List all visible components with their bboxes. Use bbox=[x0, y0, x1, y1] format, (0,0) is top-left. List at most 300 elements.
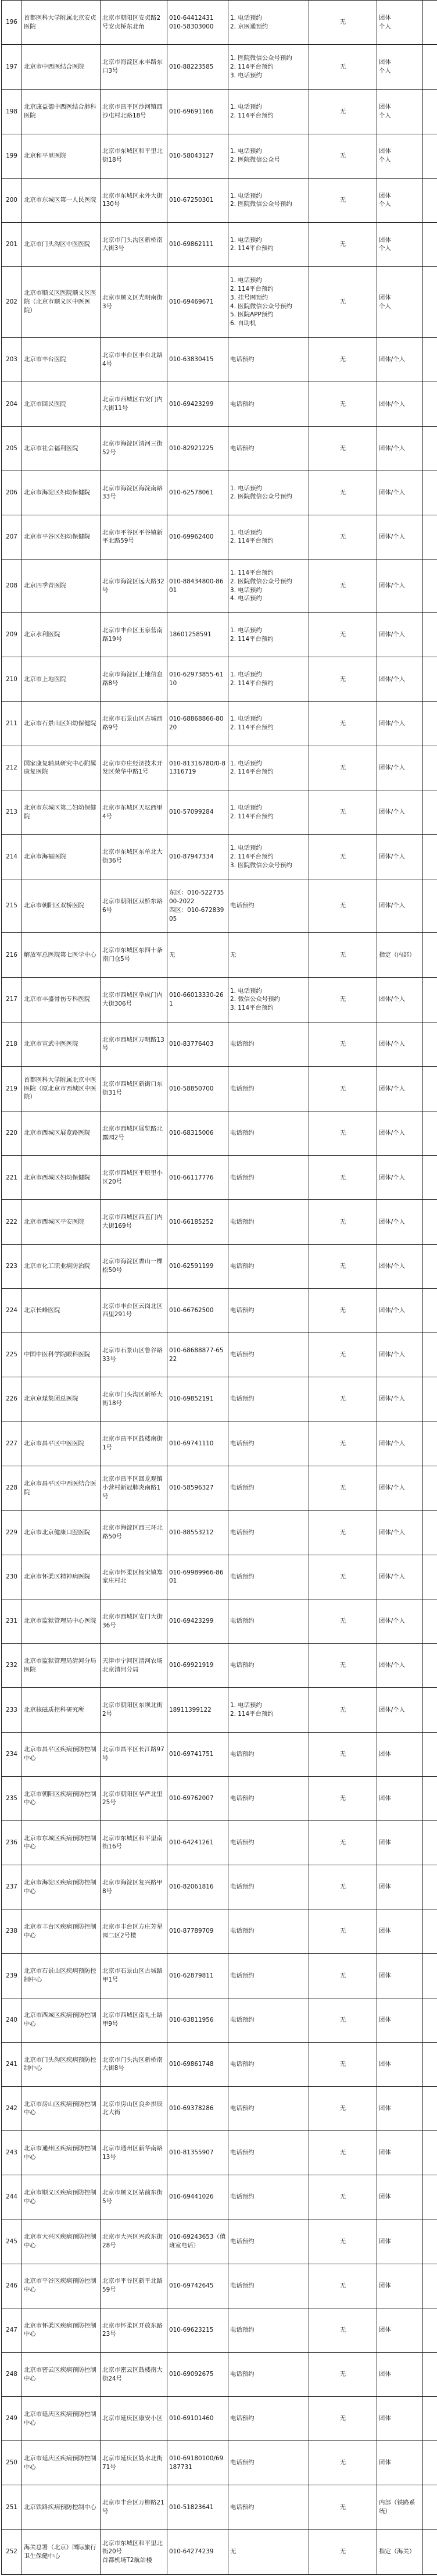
remark: 无 bbox=[309, 560, 377, 613]
service-type: 团体/个人 bbox=[377, 1688, 423, 1732]
empty-cell bbox=[423, 746, 437, 790]
contact-phone: 010-88223585 bbox=[167, 45, 228, 90]
row-number: 199 bbox=[2, 134, 22, 178]
institution-name: 北京市监狱管理局清河分局医院 bbox=[22, 1644, 101, 1688]
row-number: 212 bbox=[2, 746, 22, 790]
empty-cell bbox=[423, 657, 437, 701]
empty-cell bbox=[423, 45, 437, 90]
table-row bbox=[2, 90, 437, 134]
remark: 无 bbox=[309, 2219, 377, 2264]
booking-method: 电话预约 bbox=[228, 1644, 309, 1688]
service-type: 团体/个人 bbox=[377, 1421, 423, 1466]
table-row bbox=[2, 1421, 437, 1466]
remark: 无 bbox=[309, 933, 377, 977]
empty-cell bbox=[423, 1111, 437, 1156]
remark: 无 bbox=[309, 2352, 377, 2396]
table-row bbox=[2, 657, 437, 701]
row-number: 248 bbox=[2, 2352, 22, 2396]
institution-address: 北京市门头沟区新桥南大街3号 bbox=[101, 222, 167, 266]
service-type: 团体 bbox=[377, 1732, 423, 1776]
contact-phone: 010-69423299 bbox=[167, 382, 228, 426]
institution-address: 北京市海淀区海淀南路33号 bbox=[101, 471, 167, 515]
contact-phone: 010-58596327 bbox=[167, 1466, 228, 1510]
contact-phone: 010-69623215 bbox=[167, 2308, 228, 2352]
contact-phone: 010-62879811 bbox=[167, 1954, 228, 1998]
service-type: 团体/个人 bbox=[377, 1377, 423, 1421]
row-number: 209 bbox=[2, 613, 22, 657]
remark: 无 bbox=[309, 1732, 377, 1776]
booking-method: 1. 电话预约 2. 114平台预约 bbox=[228, 701, 309, 746]
remark: 无 bbox=[309, 2042, 377, 2086]
contact-phone: 010-69441026 bbox=[167, 2175, 228, 2219]
empty-cell bbox=[423, 267, 437, 338]
table-body bbox=[2, 1, 437, 2575]
institution-name: 北京铁路疾病预防控制中心 bbox=[22, 2485, 101, 2529]
booking-method: 电话预约 bbox=[228, 2397, 309, 2441]
institution-address: 北京市海淀区西三环北路50号 bbox=[101, 1510, 167, 1555]
booking-method: 电话预约 bbox=[228, 1288, 309, 1332]
table-row bbox=[2, 2219, 437, 2264]
institution-address: 北京市朝阳区双桥东路6号 bbox=[101, 879, 167, 933]
empty-cell bbox=[423, 1820, 437, 1865]
contact-phone: 010-69742645 bbox=[167, 2264, 228, 2308]
row-number: 238 bbox=[2, 1909, 22, 1954]
service-type: 团体 个人 bbox=[377, 222, 423, 266]
institution-name: 北京水利医院 bbox=[22, 613, 101, 657]
booking-method: 电话预约 bbox=[228, 1998, 309, 2042]
service-type: 团体/个人 bbox=[377, 382, 423, 426]
service-type: 团体 bbox=[377, 1998, 423, 2042]
empty-cell bbox=[423, 560, 437, 613]
table-row bbox=[2, 1466, 437, 1510]
booking-method: 电话预约 bbox=[228, 2131, 309, 2175]
institution-address: 北京市东城区和平里南街16号 bbox=[101, 1820, 167, 1865]
booking-method: 电话预约 bbox=[228, 879, 309, 933]
remark: 无 bbox=[309, 613, 377, 657]
table-row bbox=[2, 1599, 437, 1644]
empty-cell bbox=[423, 933, 437, 977]
institution-address: 北京市东城区东单北大街36号 bbox=[101, 835, 167, 879]
table-row bbox=[2, 879, 437, 933]
institution-address: 北京市丰台区万柳路21号 bbox=[101, 2485, 167, 2529]
table-row bbox=[2, 2175, 437, 2219]
booking-method: 电话预约 bbox=[228, 1776, 309, 1820]
institution-name: 北京市宣武中医医院 bbox=[22, 1022, 101, 1066]
service-type: 团体/个人 bbox=[377, 560, 423, 613]
empty-cell bbox=[423, 1688, 437, 1732]
service-type: 团体 bbox=[377, 1776, 423, 1820]
row-number: 251 bbox=[2, 2485, 22, 2529]
institution-name: 北京市昌平区中西医结合医院 bbox=[22, 1466, 101, 1510]
contact-phone: 010-69852191 bbox=[167, 1377, 228, 1421]
service-type: 内部（铁路系统） bbox=[377, 2485, 423, 2529]
contact-phone: 010-58850700 bbox=[167, 1066, 228, 1111]
service-type: 团体/个人 bbox=[377, 471, 423, 515]
institution-address: 北京市海淀区永丰路东口3号 bbox=[101, 45, 167, 90]
empty-cell bbox=[423, 471, 437, 515]
contact-phone: 010-87947334 bbox=[167, 835, 228, 879]
row-number: 210 bbox=[2, 657, 22, 701]
contact-phone: 010-62578061 bbox=[167, 471, 228, 515]
remark: 无 bbox=[309, 790, 377, 834]
booking-method: 电话预约 bbox=[228, 426, 309, 471]
contact-phone: 010-68315006 bbox=[167, 1111, 228, 1156]
contact-phone: 010-66117776 bbox=[167, 1156, 228, 1200]
booking-method: 1. 电话预约 2. 医院微信公众号预约 bbox=[228, 471, 309, 515]
institution-name: 北京市丰台医院 bbox=[22, 338, 101, 382]
remark: 无 bbox=[309, 1688, 377, 1732]
service-type: 团体 bbox=[377, 1820, 423, 1865]
service-type: 团体 bbox=[377, 2308, 423, 2352]
row-number: 252 bbox=[2, 2529, 22, 2574]
service-type: 团体/个人 bbox=[377, 1111, 423, 1156]
institution-address: 北京市怀柔区开放东路23号 bbox=[101, 2308, 167, 2352]
institution-address: 北京市门头沟区新桥南大街8号 bbox=[101, 2042, 167, 2086]
empty-cell bbox=[423, 1555, 437, 1599]
institution-name: 首都医科大学附属北京中医医院（原北京市西城区中医院） bbox=[22, 1066, 101, 1111]
institution-address: 北京市西城区西直门内大街169号 bbox=[101, 1200, 167, 1244]
institution-address: 北京市海淀区远大路32号 bbox=[101, 560, 167, 613]
remark: 无 bbox=[309, 1332, 377, 1377]
empty-cell bbox=[423, 2485, 437, 2529]
contact-phone: 010-67250301 bbox=[167, 178, 228, 222]
row-number: 208 bbox=[2, 560, 22, 613]
booking-method: 电话预约 bbox=[228, 382, 309, 426]
table-row bbox=[2, 2352, 437, 2396]
table-row bbox=[2, 2264, 437, 2308]
remark: 无 bbox=[309, 1, 377, 45]
institution-name: 北京市海福医院 bbox=[22, 835, 101, 879]
contact-phone: 010-68688877-6522 bbox=[167, 1332, 228, 1377]
empty-cell bbox=[423, 1998, 437, 2042]
empty-cell bbox=[423, 1421, 437, 1466]
empty-cell bbox=[423, 515, 437, 559]
institution-name: 北京市延庆区疾病预防控制中心 bbox=[22, 2397, 101, 2441]
institution-name: 首都医科大学附属北京安贞医院 bbox=[22, 1, 101, 45]
empty-cell bbox=[423, 977, 437, 1022]
service-type: 团体 bbox=[377, 2131, 423, 2175]
booking-method: 1. 电话预约 2. 114平台预约 bbox=[228, 790, 309, 834]
institution-name: 北京市监狱管理局中心医院 bbox=[22, 1599, 101, 1644]
remark: 无 bbox=[309, 338, 377, 382]
contact-phone: 010-69378286 bbox=[167, 2086, 228, 2130]
remark: 无 bbox=[309, 1555, 377, 1599]
service-type: 团体/个人 bbox=[377, 1288, 423, 1332]
row-number: 201 bbox=[2, 222, 22, 266]
contact-phone: 010-69101460 bbox=[167, 2397, 228, 2441]
empty-cell bbox=[423, 2086, 437, 2130]
row-number: 235 bbox=[2, 1776, 22, 1820]
table-row bbox=[2, 1644, 437, 1688]
remark: 无 bbox=[309, 2086, 377, 2130]
contact-phone: 010-66762500 bbox=[167, 1288, 228, 1332]
remark: 无 bbox=[309, 45, 377, 90]
institution-address: 北京市丰台区方庄芳星园二区2号楼 bbox=[101, 1909, 167, 1954]
contact-phone: 010-69423299 bbox=[167, 1599, 228, 1644]
contact-phone: 010-57099284 bbox=[167, 790, 228, 834]
remark: 无 bbox=[309, 1776, 377, 1820]
row-number: 242 bbox=[2, 2086, 22, 2130]
contact-phone: 010-62973855-6110 bbox=[167, 657, 228, 701]
booking-method: 电话预约 bbox=[228, 2175, 309, 2219]
booking-method: 1. 电话预约 2. 医院微信公众号 bbox=[228, 134, 309, 178]
institution-name: 北京市顺义区医院顺义区医院（北京市顺义区中医医院） bbox=[22, 267, 101, 338]
row-number: 216 bbox=[2, 933, 22, 977]
service-type: 团体/个人 bbox=[377, 1066, 423, 1111]
remark: 无 bbox=[309, 471, 377, 515]
remark: 无 bbox=[309, 222, 377, 266]
institution-address: 北京市西城区万明路13号 bbox=[101, 1022, 167, 1066]
service-type: 团体 bbox=[377, 2352, 423, 2396]
service-type: 团体/个人 bbox=[377, 1510, 423, 1555]
booking-method: 电话预约 bbox=[228, 2441, 309, 2485]
table-row bbox=[2, 1066, 437, 1111]
contact-phone: 010-64412431 010-58303000 bbox=[167, 1, 228, 45]
service-type: 团体 个人 bbox=[377, 90, 423, 134]
empty-cell bbox=[423, 879, 437, 933]
empty-cell bbox=[423, 2219, 437, 2264]
remark: 无 bbox=[309, 515, 377, 559]
contact-phone: 010-69862111 bbox=[167, 222, 228, 266]
booking-method: 1. 电话预约 2. 114平台预约 3. 医院微信公众号预约 bbox=[228, 835, 309, 879]
remark: 无 bbox=[309, 426, 377, 471]
institution-address: 北京市东城区和平里北街18号 bbox=[101, 134, 167, 178]
institution-address: 北京市朝阳区安贞路2号安贞桥东北角 bbox=[101, 1, 167, 45]
row-number: 211 bbox=[2, 701, 22, 746]
row-number: 240 bbox=[2, 1998, 22, 2042]
institution-name: 国家康复辅具研究中心附属康复医院 bbox=[22, 746, 101, 790]
table-row bbox=[2, 1555, 437, 1599]
contact-phone: 010-69243653（值班室电话） bbox=[167, 2219, 228, 2264]
empty-cell bbox=[423, 2264, 437, 2308]
remark: 无 bbox=[309, 701, 377, 746]
institution-name: 北京市顺义区疾病预防控制中心 bbox=[22, 2175, 101, 2219]
table-row bbox=[2, 560, 437, 613]
booking-method: 电话预约 bbox=[228, 1954, 309, 1998]
remark: 无 bbox=[309, 1377, 377, 1421]
service-type: 团体 bbox=[377, 2086, 423, 2130]
remark: 无 bbox=[309, 1820, 377, 1865]
institution-address: 北京市海淀区香山一棵松50号 bbox=[101, 1244, 167, 1288]
empty-cell bbox=[423, 134, 437, 178]
institution-address: 北京市朝阳区华严北里25号 bbox=[101, 1776, 167, 1820]
institution-name: 北京市门头沟区中医医院 bbox=[22, 222, 101, 266]
booking-method: 电话预约 bbox=[228, 1421, 309, 1466]
row-number: 220 bbox=[2, 1111, 22, 1156]
empty-cell bbox=[423, 2529, 437, 2574]
institution-name: 北京市东城区第一人民医院 bbox=[22, 178, 101, 222]
institution-address: 北京市平谷区新平北路59号 bbox=[101, 2264, 167, 2308]
contact-phone: 010-69092675 bbox=[167, 2352, 228, 2396]
contact-phone: 010-88434800-8601 bbox=[167, 560, 228, 613]
contact-phone: 东区：010-52273500-2022 西区：010-67283905 bbox=[167, 879, 228, 933]
contact-phone: 010-69180100/69187731 bbox=[167, 2441, 228, 2485]
remark: 无 bbox=[309, 1909, 377, 1954]
institution-address: 北京市平谷区平谷镇新平北路59号 bbox=[101, 515, 167, 559]
remark: 无 bbox=[309, 178, 377, 222]
institution-name: 北京市朝阳区双桥医院 bbox=[22, 879, 101, 933]
empty-cell bbox=[423, 2441, 437, 2485]
booking-method: 电话预约 bbox=[228, 2308, 309, 2352]
remark: 无 bbox=[309, 1066, 377, 1111]
remark: 无 bbox=[309, 977, 377, 1022]
contact-phone: 010-63830415 bbox=[167, 338, 228, 382]
empty-cell bbox=[423, 338, 437, 382]
institution-address: 北京市延庆区康安小区 bbox=[101, 2397, 167, 2441]
institution-name: 北京市朝阳区疾病预防控制中心 bbox=[22, 1776, 101, 1820]
service-type: 团体/个人 bbox=[377, 879, 423, 933]
contact-phone: 010-69962400 bbox=[167, 515, 228, 559]
remark: 无 bbox=[309, 2308, 377, 2352]
remark: 无 bbox=[309, 1998, 377, 2042]
institution-address: 北京市通州区新华南路13号 bbox=[101, 2131, 167, 2175]
table-row bbox=[2, 790, 437, 834]
service-type: 团体/个人 bbox=[377, 338, 423, 382]
institution-address: 北京市昌平区长江路97号 bbox=[101, 1732, 167, 1776]
institution-name: 北京市西城区妇幼保健院 bbox=[22, 1156, 101, 1200]
table-row bbox=[2, 746, 437, 790]
table-row bbox=[2, 2308, 437, 2352]
row-number: 218 bbox=[2, 1022, 22, 1066]
row-number: 197 bbox=[2, 45, 22, 90]
contact-phone: 010-87789709 bbox=[167, 1909, 228, 1954]
row-number: 204 bbox=[2, 382, 22, 426]
empty-cell bbox=[423, 2042, 437, 2086]
remark: 无 bbox=[309, 382, 377, 426]
table-row bbox=[2, 1909, 437, 1954]
institution-address: 北京市东城区东四十条南门仓5号 bbox=[101, 933, 167, 977]
institution-address: 北京市西城区阜成门内大街306号 bbox=[101, 977, 167, 1022]
row-number: 236 bbox=[2, 1820, 22, 1865]
empty-cell bbox=[423, 2131, 437, 2175]
table-row bbox=[2, 2485, 437, 2529]
row-number: 213 bbox=[2, 790, 22, 834]
row-number: 224 bbox=[2, 1288, 22, 1332]
service-type: 指定（内部） bbox=[377, 933, 423, 977]
service-type: 团体/个人 bbox=[377, 426, 423, 471]
row-number: 249 bbox=[2, 2397, 22, 2441]
row-number: 227 bbox=[2, 1421, 22, 1466]
institution-address: 北京市丰台区云岗北区西里291号 bbox=[101, 1288, 167, 1332]
contact-phone: 010-81316780/0-81316719 bbox=[167, 746, 228, 790]
contact-phone: 010-68868866-8020 bbox=[167, 701, 228, 746]
service-type: 团体 bbox=[377, 2219, 423, 2264]
service-type: 团体 bbox=[377, 1865, 423, 1909]
table-row bbox=[2, 1022, 437, 1066]
booking-method: 电话预约 bbox=[228, 2219, 309, 2264]
table-row bbox=[2, 267, 437, 338]
service-type: 团体 bbox=[377, 2397, 423, 2441]
service-type: 团体 个人 bbox=[377, 267, 423, 338]
service-type: 团体 bbox=[377, 2441, 423, 2485]
booking-method: 电话预约 bbox=[228, 2042, 309, 2086]
empty-cell bbox=[423, 1200, 437, 1244]
table-row bbox=[2, 426, 437, 471]
contact-phone: 010-88553212 bbox=[167, 1510, 228, 1555]
remark: 无 bbox=[309, 1244, 377, 1288]
empty-cell bbox=[423, 701, 437, 746]
institution-name: 北京核磁质控科研究所 bbox=[22, 1688, 101, 1732]
remark: 无 bbox=[309, 1156, 377, 1200]
institution-address: 北京市石景山区古城路甲1号 bbox=[101, 1954, 167, 1998]
row-number: 205 bbox=[2, 426, 22, 471]
service-type: 团体/个人 bbox=[377, 657, 423, 701]
row-number: 231 bbox=[2, 1599, 22, 1644]
institution-address: 北京市延庆区妫水北街71号 bbox=[101, 2441, 167, 2485]
row-number: 233 bbox=[2, 1688, 22, 1732]
booking-method: 无 bbox=[228, 2529, 309, 2574]
booking-method: 电话预约 bbox=[228, 1111, 309, 1156]
service-type: 团体 bbox=[377, 1954, 423, 1998]
institution-address: 北京市东城区天坛西里4号 bbox=[101, 790, 167, 834]
remark: 无 bbox=[309, 2397, 377, 2441]
booking-method: 电话预约 bbox=[228, 2086, 309, 2130]
institution-address: 北京市海淀区清河三街52号 bbox=[101, 426, 167, 471]
booking-method: 电话预约 bbox=[228, 2485, 309, 2529]
empty-cell bbox=[423, 835, 437, 879]
table-row bbox=[2, 2131, 437, 2175]
empty-cell bbox=[423, 1466, 437, 1510]
row-number: 241 bbox=[2, 2042, 22, 2086]
table-row bbox=[2, 977, 437, 1022]
service-type: 团体 bbox=[377, 1909, 423, 1954]
institution-name: 北京市昌平区中医医院 bbox=[22, 1421, 101, 1466]
table-row bbox=[2, 701, 437, 746]
empty-cell bbox=[423, 1332, 437, 1377]
institution-name: 北京市中西医结合医院 bbox=[22, 45, 101, 90]
row-number: 202 bbox=[2, 267, 22, 338]
booking-method: 1. 电话预约 2. 114平台预约 bbox=[228, 746, 309, 790]
remark: 无 bbox=[309, 1466, 377, 1510]
remark: 无 bbox=[309, 134, 377, 178]
remark: 无 bbox=[309, 1599, 377, 1644]
empty-cell bbox=[423, 2175, 437, 2219]
contact-phone: 010-69469671 bbox=[167, 267, 228, 338]
booking-method: 电话预约 bbox=[228, 1732, 309, 1776]
row-number: 239 bbox=[2, 1954, 22, 1998]
institution-address: 北京市西城区平原里小区20号 bbox=[101, 1156, 167, 1200]
institution-address: 北京市门头沟区新桥大街18号 bbox=[101, 1377, 167, 1421]
row-number: 237 bbox=[2, 1865, 22, 1909]
institution-name: 北京市上地医院 bbox=[22, 657, 101, 701]
booking-method: 1. 电话预约 2. 114平台预约 bbox=[228, 222, 309, 266]
row-number: 215 bbox=[2, 879, 22, 933]
institution-address: 北京市昌平区沙河镇西沙屯村北路18号 bbox=[101, 90, 167, 134]
booking-method: 电话预约 bbox=[228, 1466, 309, 1510]
contact-phone: 18911399122 bbox=[167, 1688, 228, 1732]
service-type: 团体/个人 bbox=[377, 701, 423, 746]
empty-cell bbox=[423, 90, 437, 134]
empty-cell bbox=[423, 2397, 437, 2441]
contact-phone: 010-62591199 bbox=[167, 1244, 228, 1288]
institution-address: 北京市大兴区兴政东街28号 bbox=[101, 2219, 167, 2264]
table-row bbox=[2, 515, 437, 559]
table-row bbox=[2, 2529, 437, 2574]
institution-name: 北京市西城区疾病预防控制中心 bbox=[22, 1998, 101, 2042]
booking-method: 1. 电话预约 2. 微信公众号预约 3. 114平台预约 bbox=[228, 977, 309, 1022]
row-number: 245 bbox=[2, 2219, 22, 2264]
service-type: 团体/个人 bbox=[377, 1555, 423, 1599]
table-row bbox=[2, 1688, 437, 1732]
empty-cell bbox=[423, 1066, 437, 1111]
institution-address: 北京市丰台区丰台北路4号 bbox=[101, 338, 167, 382]
remark: 无 bbox=[309, 2485, 377, 2529]
hospital-table bbox=[1, 0, 437, 2575]
contact-phone: 010-69741751 bbox=[167, 1732, 228, 1776]
booking-method: 1. 电话预约 2. 医院微信公众号预约 bbox=[228, 178, 309, 222]
table-row bbox=[2, 1510, 437, 1555]
remark: 无 bbox=[309, 1510, 377, 1555]
